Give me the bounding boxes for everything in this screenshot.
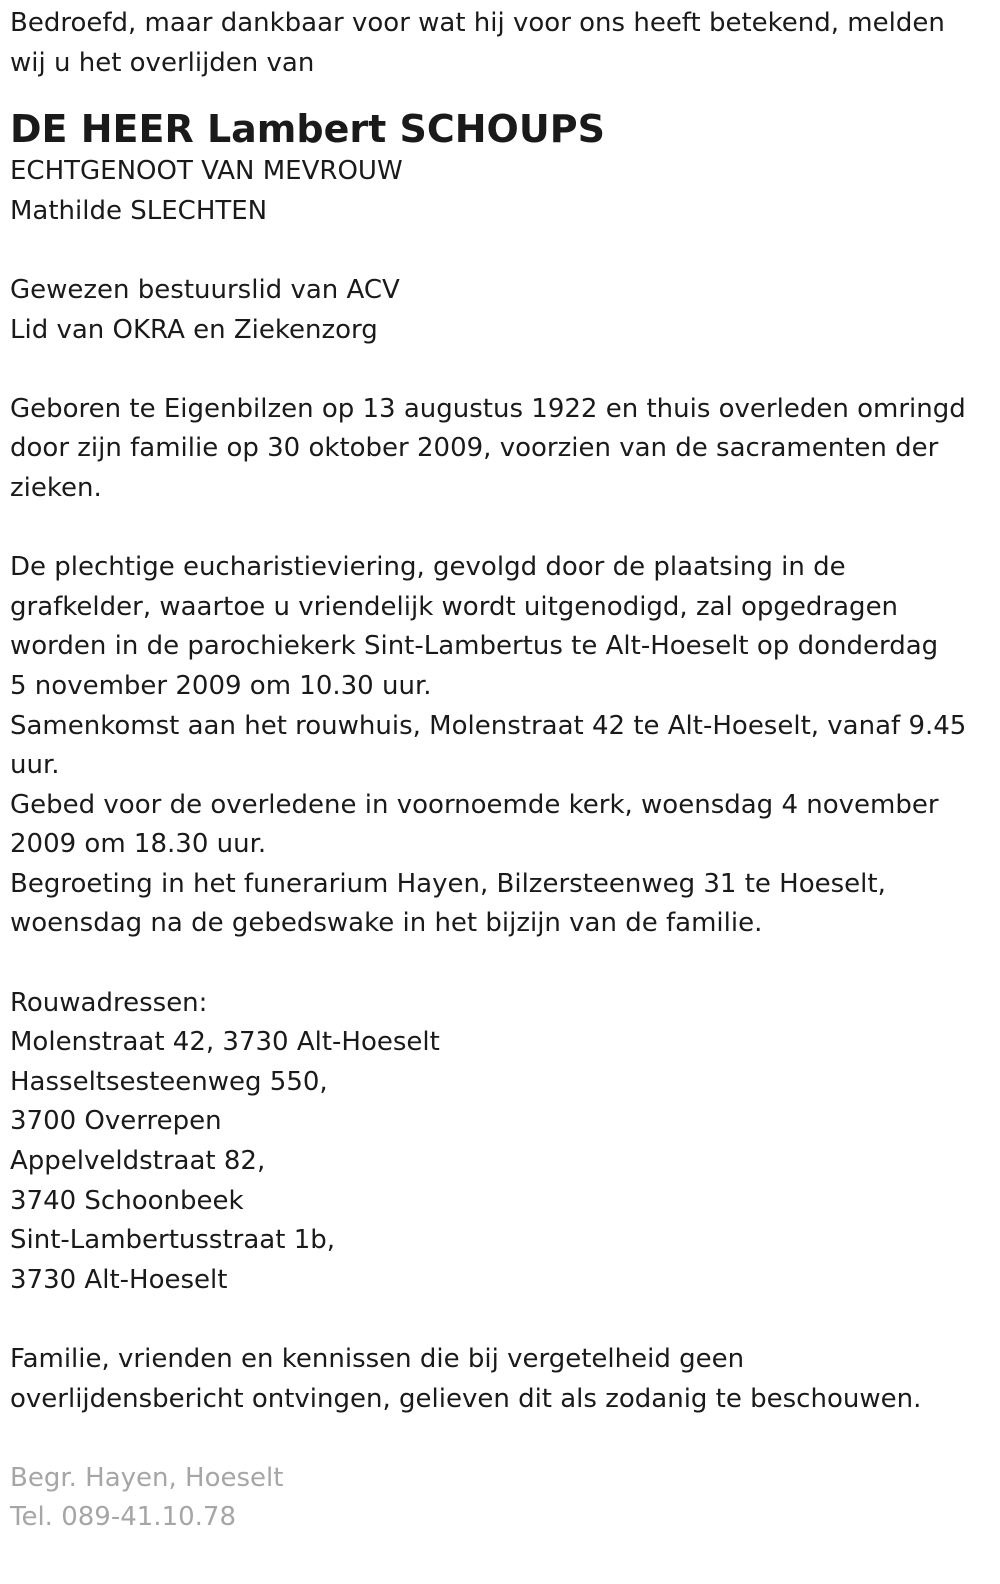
ceremony-line: Begroeting in het funerarium Hayen, Bilzersteenweg 31 te Hoeselt, — [10, 868, 886, 899]
intro-line: wij u het overlijden van — [10, 47, 315, 78]
birth-death-line: door zijn familie op 30 oktober 2009, voorzien van de sacramenten der — [10, 433, 939, 464]
address-line: Appelveldstraat 82, — [10, 1146, 266, 1177]
spouse-name: Mathilde SLECHTEN — [10, 195, 268, 226]
spacer — [10, 944, 990, 984]
birth-death-paragraph — [10, 390, 990, 509]
address-line: Hasseltsesteenweg 550, — [10, 1066, 328, 1097]
birth-death-line: Geboren te Eigenbilzen op 13 augustus 1922 en thuis overleden omringd — [10, 393, 966, 424]
membership-line: Gewezen bestuurslid van ACV — [10, 274, 400, 305]
address-line: 3740 Schoonbeek — [10, 1185, 244, 1216]
memberships-paragraph — [10, 271, 990, 350]
ceremony-line: Gebed voor de overledene in voornoemde kerk, woensdag 4 november — [10, 789, 939, 820]
ceremony-line: worden in de parochiekerk Sint-Lambertus te Alt-Hoeselt op donderdag — [10, 631, 939, 662]
spouse-line: ECHTGENOOT VAN MEVROUW — [10, 156, 403, 187]
addresses-paragraph — [10, 984, 990, 1301]
ceremony-line: 2009 om 18.30 uur. — [10, 829, 267, 860]
membership-line: Lid van OKRA en Ziekenzorg — [10, 314, 378, 345]
deceased-name: DE HEER Lambert SCHOUPS — [10, 107, 605, 152]
ceremony-paragraph — [10, 548, 990, 944]
spacer — [10, 1300, 990, 1340]
address-line: Molenstraat 42, 3730 Alt-Hoeselt — [10, 1027, 440, 1058]
phone-number: Tel. 089-41.10.78 — [10, 1502, 237, 1533]
birth-death-line: zieken. — [10, 472, 102, 503]
deceased-block — [10, 107, 990, 231]
ceremony-line: 5 november 2009 om 10.30 uur. — [10, 670, 432, 701]
closing-line: overlijdensbericht ontvingen, gelieven dit als zodanig te beschouwen. — [10, 1383, 922, 1414]
ceremony-line: De plechtige eucharistieviering, gevolgd door de plaatsing in de — [10, 552, 846, 583]
intro-line: Bedroefd, maar dankbaar voor wat hij voor ons heeft betekend, melden — [10, 8, 945, 38]
addresses-heading: Rouwadressen: — [10, 987, 208, 1018]
address-line: 3700 Overrepen — [10, 1106, 222, 1137]
ceremony-line: Samenkomst aan het rouwhuis, Molenstraat 42 te Alt-Hoeselt, vanaf 9.45 — [10, 710, 967, 741]
funeral-home: Begr. Hayen, Hoeselt — [10, 1462, 284, 1493]
address-line: 3730 Alt-Hoeselt — [10, 1264, 228, 1295]
ceremony-line: uur. — [10, 750, 60, 781]
ceremony-line: grafkelder, waartoe u vriendelijk wordt uitgenodigd, zal opgedragen — [10, 591, 899, 622]
closing-line: Familie, vrienden en kennissen die bij vergetelheid geen — [10, 1344, 745, 1374]
spacer — [10, 350, 990, 390]
spacer — [10, 231, 990, 271]
ceremony-line: woensdag na de gebedswake in het bijzijn van de familie. — [10, 908, 763, 939]
address-line: Sint-Lambertusstraat 1b, — [10, 1225, 335, 1256]
closing-paragraph — [10, 1340, 990, 1419]
spacer — [10, 1419, 990, 1459]
footer — [10, 1459, 990, 1538]
spacer — [10, 509, 990, 549]
intro-paragraph — [10, 4, 990, 83]
